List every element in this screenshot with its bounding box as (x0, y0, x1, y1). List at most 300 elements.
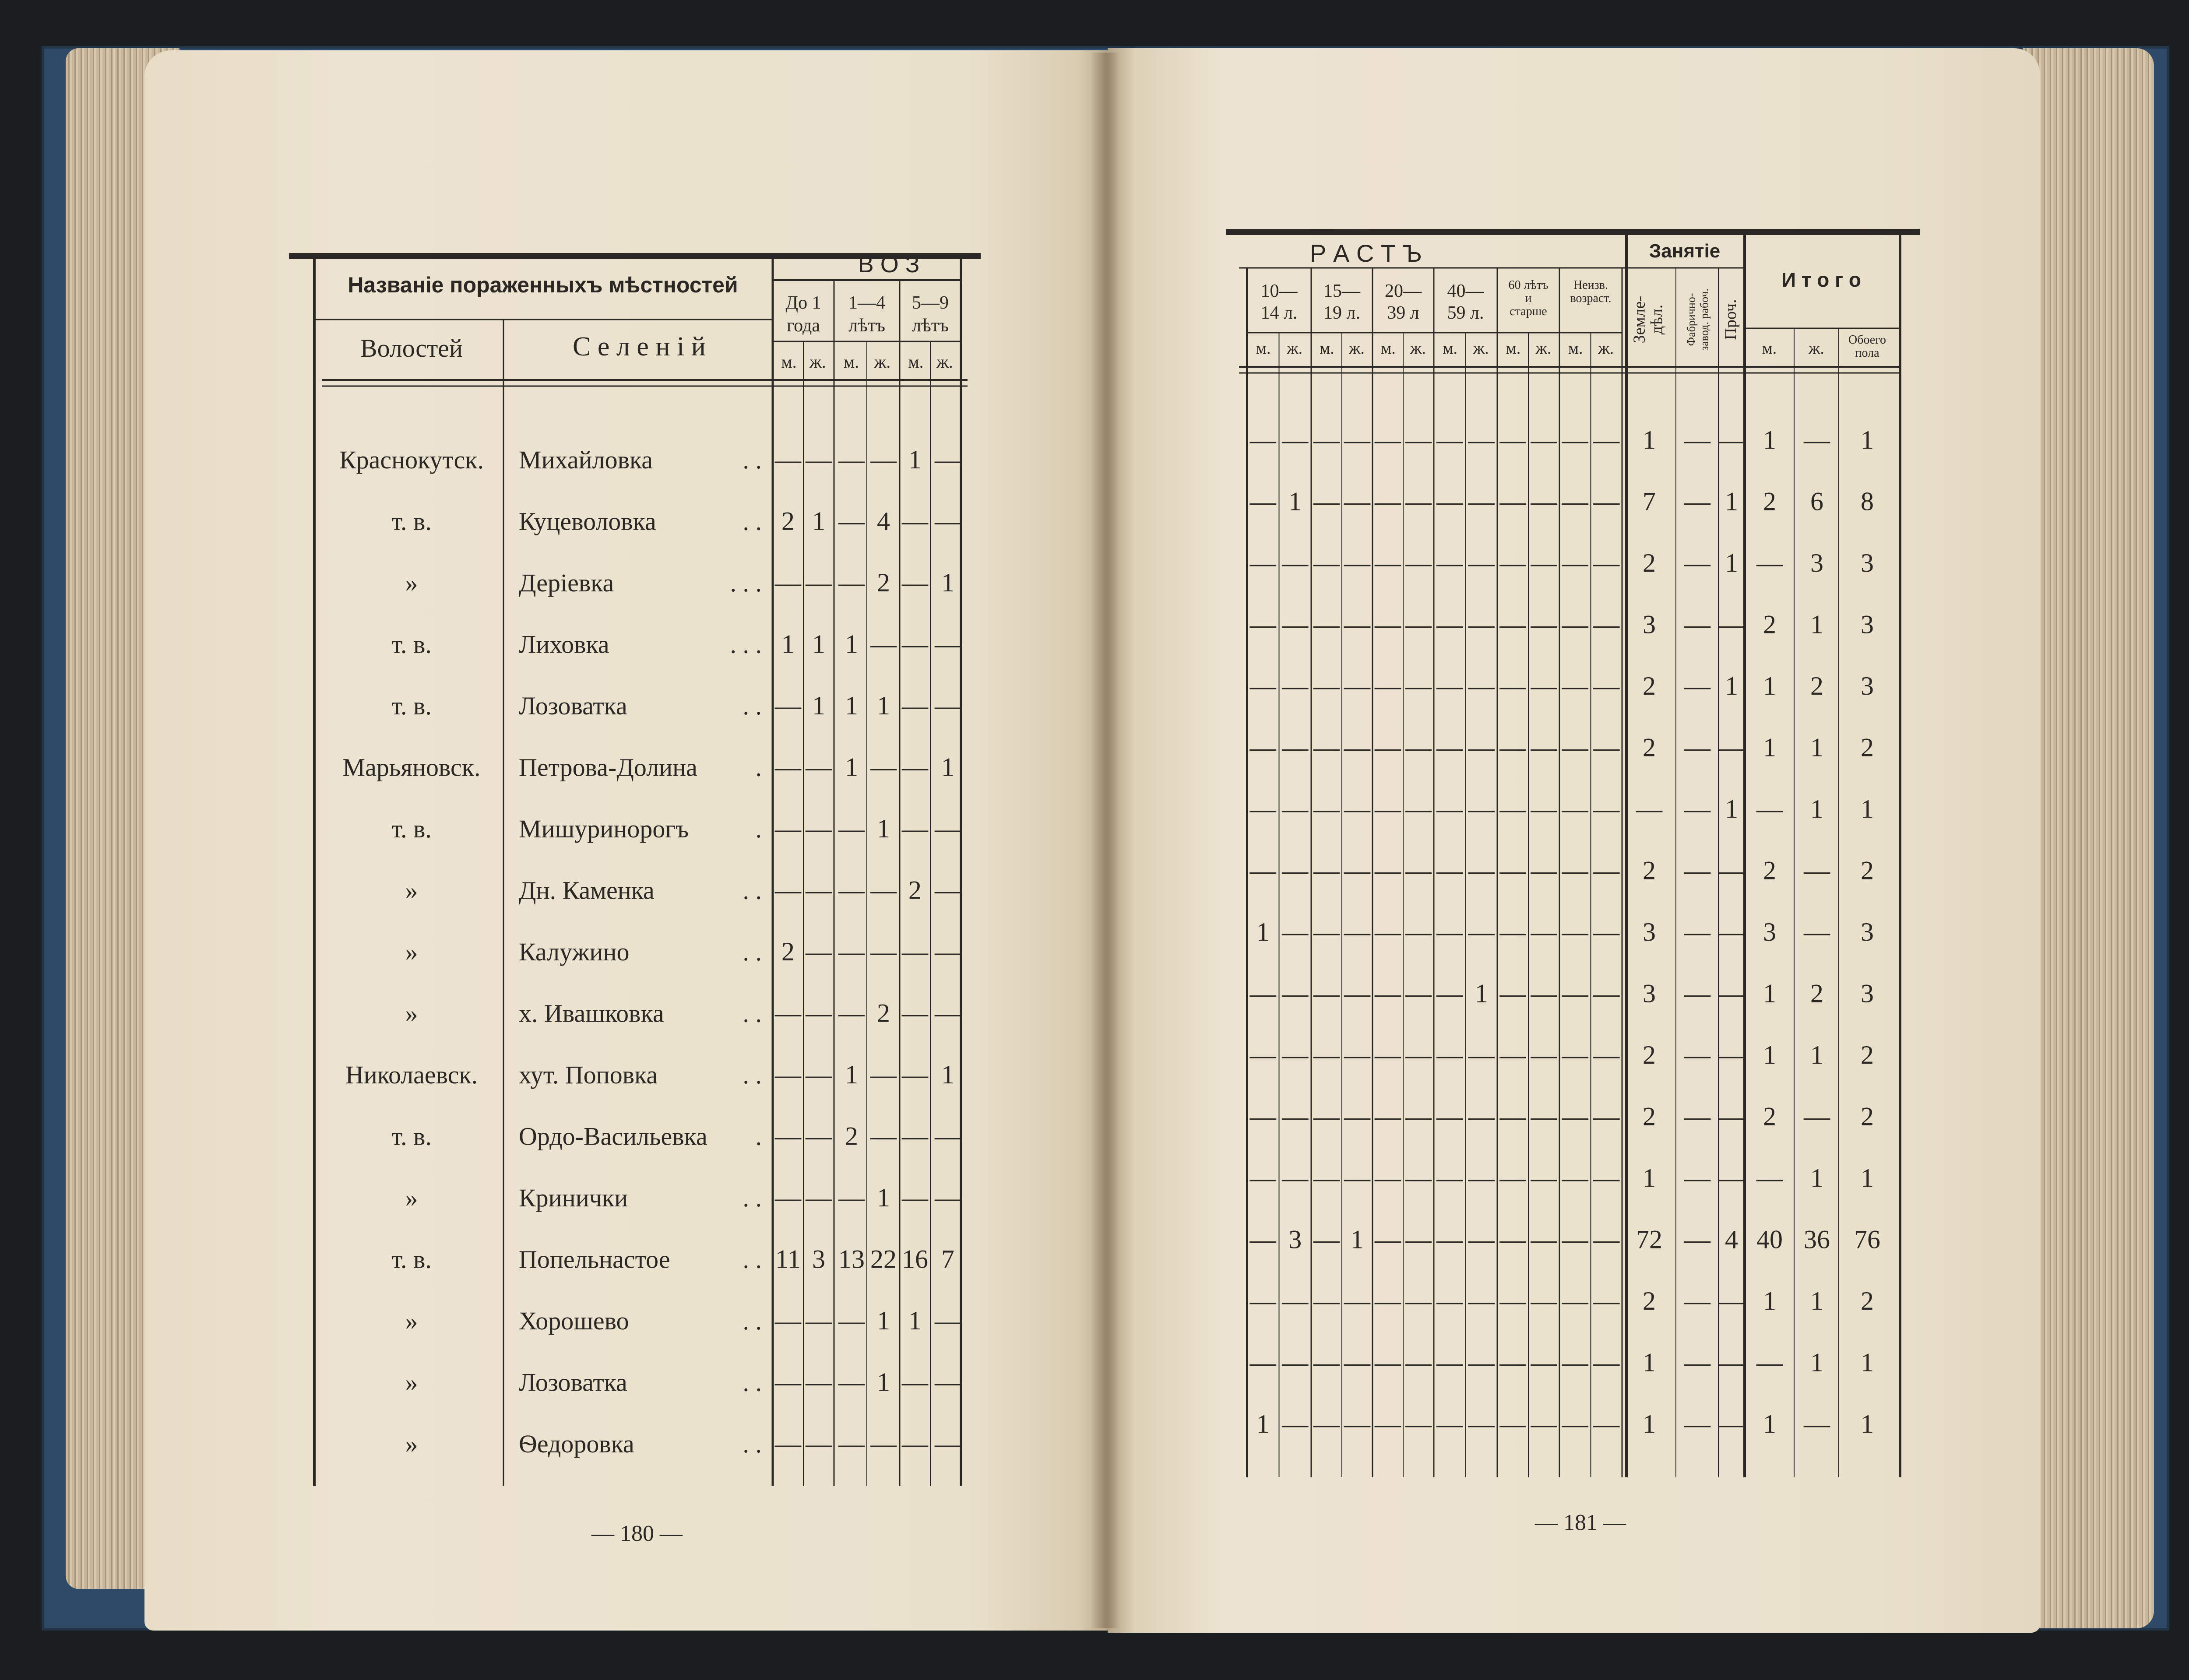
selo-cell: Деріевка (519, 569, 614, 597)
volost-cell: т. в. (391, 692, 432, 720)
age-count-cell: — (902, 1367, 928, 1397)
total-count-cell: 40 (1756, 1225, 1783, 1254)
age-count-cell: — (1249, 610, 1276, 639)
age-count-cell: — (1282, 1286, 1309, 1315)
age-count-cell: — (1593, 1102, 1620, 1131)
occupation-count-cell: 72 (1636, 1225, 1662, 1254)
age-group-label: 5—9 (912, 293, 949, 313)
age-count-cell: — (1282, 794, 1309, 823)
sex-male-label: м. (1443, 339, 1458, 358)
age-count-cell: — (935, 1429, 961, 1458)
age-count-cell: — (1344, 733, 1370, 762)
age-count-cell: — (1313, 733, 1340, 762)
age-count-cell: — (1249, 1163, 1276, 1192)
total-count-cell: 2 (1763, 856, 1776, 885)
age-count-cell: — (1375, 425, 1401, 454)
occupation-label: Земле- (1630, 295, 1649, 344)
age-count-cell: — (1499, 487, 1526, 516)
age-count-cell: — (935, 814, 961, 843)
rule-line (1625, 232, 1628, 1477)
total-count-cell: 2 (1861, 856, 1874, 885)
age-count-cell: — (1531, 794, 1557, 823)
age-count-cell: — (1468, 1225, 1495, 1254)
age-count-cell: — (1313, 856, 1340, 885)
rule-line (1465, 333, 1466, 1477)
age-count-cell: — (1313, 548, 1340, 577)
age-count-cell: — (902, 568, 928, 597)
age-count-cell: — (1405, 1409, 1432, 1438)
age-count-cell: — (1344, 1286, 1370, 1315)
age-count-cell: — (1249, 856, 1276, 885)
age-count-cell: — (1405, 487, 1432, 516)
occupation-count-cell: — (1684, 1286, 1710, 1315)
age-count-cell: — (1593, 487, 1620, 516)
age-count-cell: 13 (838, 1244, 865, 1274)
occupation-count-cell: — (1718, 1286, 1745, 1315)
age-count-cell: — (1436, 487, 1463, 516)
total-count-cell: — (1804, 856, 1830, 885)
age-count-cell: — (1313, 487, 1340, 516)
rule-line (1838, 328, 1839, 1477)
occupation-count-cell: — (1684, 487, 1710, 516)
occupation-count-cell: 3 (1643, 979, 1656, 1008)
age-count-cell: — (1468, 487, 1495, 516)
age-count-cell: — (1405, 856, 1432, 885)
age-count-cell: — (838, 445, 865, 474)
age-count-cell: — (870, 937, 897, 966)
age-count-cell: — (1344, 856, 1370, 885)
age-count-cell: — (775, 445, 801, 474)
sex-male-label: м. (843, 352, 859, 372)
age-count-cell: 1 (877, 1183, 890, 1212)
selo-cell: Лозоватка (519, 1368, 627, 1397)
age-count-cell: — (1375, 548, 1401, 577)
selo-cell: Кринички (519, 1184, 628, 1212)
age-count-cell: 1 (1351, 1225, 1364, 1254)
total-count-cell: — (1756, 1163, 1783, 1192)
age-count-cell: — (1499, 979, 1526, 1008)
age-count-cell: — (1593, 1348, 1620, 1377)
age-group-label: и (1525, 292, 1532, 305)
selo-cell: Лиховка (519, 630, 609, 659)
sex-female-label: ж. (1598, 339, 1614, 358)
total-count-cell: 1 (1861, 425, 1874, 454)
age-group-label: 39 л (1387, 303, 1419, 323)
age-count-cell: — (870, 1429, 897, 1458)
age-count-cell: 2 (781, 937, 795, 966)
age-count-cell: — (1499, 856, 1526, 885)
age-count-cell: — (870, 1060, 897, 1089)
age-group-label: 19 л. (1323, 303, 1360, 323)
age-count-cell: — (902, 1121, 928, 1151)
sex-female-label: ж. (874, 352, 891, 372)
age-count-cell: — (1436, 1102, 1463, 1131)
age-count-cell: — (1249, 794, 1276, 823)
age-count-cell: — (806, 937, 832, 966)
occupation-count-cell: 2 (1643, 671, 1656, 700)
age-count-cell: — (902, 691, 928, 720)
age-count-cell: — (1562, 1163, 1588, 1192)
age-count-cell: — (1282, 548, 1309, 577)
age-count-cell: — (1375, 1040, 1401, 1069)
volost-cell: » (405, 876, 418, 905)
age-group-label: 60 лѣтъ (1508, 278, 1548, 292)
age-count-cell: 1 (845, 629, 858, 659)
age-count-cell: — (1344, 794, 1370, 823)
age-count-cell: — (1282, 917, 1309, 946)
age-count-cell: — (935, 445, 961, 474)
itogo-column-label: пола (1855, 346, 1879, 360)
age-count-cell: 1 (1256, 917, 1270, 946)
itogo-column-label: ж. (1809, 339, 1824, 358)
age-count-cell: 1 (812, 506, 825, 536)
rule-line (503, 320, 504, 1486)
occupation-count-cell: — (1684, 548, 1710, 577)
age-count-cell: — (902, 506, 928, 536)
age-count-cell: — (838, 814, 865, 843)
age-count-cell: — (1375, 917, 1401, 946)
age-count-cell: — (806, 752, 832, 782)
leader-dots: . (755, 1122, 762, 1151)
age-count-cell: — (1375, 487, 1401, 516)
age-group-label: года (787, 316, 820, 336)
age-count-cell: — (1405, 733, 1432, 762)
total-count-cell: 1 (1810, 610, 1823, 639)
age-count-cell: — (870, 629, 897, 659)
age-count-cell: — (1313, 1348, 1340, 1377)
age-count-cell: — (1468, 548, 1495, 577)
occupation-count-cell: 3 (1643, 917, 1656, 946)
volost-cell: т. в. (391, 815, 432, 843)
total-count-cell: — (1756, 794, 1783, 823)
age-count-cell: — (870, 1121, 897, 1151)
age-count-cell: — (1531, 856, 1557, 885)
leader-dots: . . . (730, 569, 762, 597)
age-count-cell: — (1313, 425, 1340, 454)
age-count-cell: 1 (941, 752, 954, 782)
age-count-cell: — (1562, 1102, 1588, 1131)
age-count-cell: — (1562, 671, 1588, 700)
age-count-cell: — (1249, 425, 1276, 454)
age-count-cell: — (1405, 548, 1432, 577)
age-count-cell: — (1531, 733, 1557, 762)
total-count-cell: 2 (1810, 979, 1823, 1008)
age-count-cell: — (1313, 1286, 1340, 1315)
occupation-count-cell: — (1636, 794, 1662, 823)
age-count-cell: — (1531, 1225, 1557, 1254)
age-count-cell: — (1531, 1102, 1557, 1131)
age-count-cell: — (1593, 425, 1620, 454)
rule-line (803, 341, 804, 1486)
age-count-cell: — (1593, 733, 1620, 762)
sex-female-label: ж. (1349, 339, 1365, 358)
rule-line (1626, 267, 1745, 269)
age-count-cell: — (1562, 1286, 1588, 1315)
age-count-cell: — (1436, 610, 1463, 639)
leader-dots: . (755, 753, 762, 782)
age-count-cell: — (1249, 1286, 1276, 1315)
age-count-cell: — (806, 568, 832, 597)
age-count-cell: — (1313, 610, 1340, 639)
occupation-count-cell: 2 (1643, 733, 1656, 762)
age-count-cell: — (1405, 794, 1432, 823)
vozrast-heading-part: Р А С Т Ъ (1310, 239, 1422, 267)
age-count-cell: — (935, 629, 961, 659)
age-count-cell: — (1531, 425, 1557, 454)
age-count-cell: — (1405, 671, 1432, 700)
age-count-cell: — (1562, 856, 1588, 885)
selo-cell: Дн. Каменка (519, 876, 655, 905)
age-count-cell: 1 (877, 1367, 890, 1397)
occupation-count-cell: — (1684, 671, 1710, 700)
age-count-cell: — (1499, 794, 1526, 823)
leader-dots: . . (743, 1430, 762, 1458)
occupation-count-cell: 1 (1725, 548, 1738, 577)
age-count-cell: — (1436, 425, 1463, 454)
age-count-cell: — (1344, 917, 1370, 946)
age-count-cell: — (935, 1183, 961, 1212)
total-count-cell: 3 (1861, 917, 1874, 946)
total-count-cell: 1 (1763, 979, 1776, 1008)
vozrast-heading-part: В О З (858, 251, 920, 278)
occupation-count-cell: — (1718, 733, 1745, 762)
selo-cell: Попельнастое (519, 1245, 670, 1274)
total-count-cell: 2 (1763, 487, 1776, 516)
sex-male-label: м. (1256, 339, 1271, 358)
age-count-cell: — (806, 1183, 832, 1212)
leader-dots: . . . (730, 630, 762, 659)
age-count-cell: — (1313, 1163, 1340, 1192)
sex-female-label: ж. (1535, 339, 1552, 358)
age-count-cell: — (775, 752, 801, 782)
volost-cell: т. в. (391, 1245, 432, 1274)
age-count-cell: — (1405, 1163, 1432, 1192)
age-count-cell: — (1499, 733, 1526, 762)
age-group-label: 40— (1447, 281, 1484, 301)
age-group-label: 10— (1260, 281, 1298, 301)
volost-cell: т. в. (391, 507, 432, 536)
occupation-count-cell: — (1684, 1040, 1710, 1069)
total-count-cell: 1 (1861, 1163, 1874, 1192)
occupation-count-cell: 1 (1643, 1348, 1656, 1377)
age-count-cell: — (1436, 1225, 1463, 1254)
volost-cell: » (405, 938, 418, 966)
rule-line (1311, 268, 1312, 1477)
rule-line (1528, 333, 1529, 1477)
age-count-cell: — (1282, 733, 1309, 762)
total-count-cell: 2 (1861, 1040, 1874, 1069)
age-count-cell: — (902, 1429, 928, 1458)
total-count-cell: 2 (1861, 1286, 1874, 1315)
leader-dots: . . (743, 1307, 762, 1335)
age-count-cell: 4 (877, 506, 890, 536)
selo-cell: Ордо-Васильевка (519, 1122, 707, 1151)
occupation-count-cell: — (1718, 979, 1745, 1008)
age-group-label: Неизв. (1573, 278, 1608, 292)
age-count-cell: — (1405, 1225, 1432, 1254)
age-count-cell: — (1593, 917, 1620, 946)
occupation-label: дѣл. (1647, 304, 1666, 335)
leader-dots: . . (743, 938, 762, 966)
total-count-cell: 3 (1810, 548, 1823, 577)
total-count-cell: — (1804, 1102, 1830, 1131)
age-count-cell: — (1593, 1409, 1620, 1438)
age-count-cell: — (1499, 1409, 1526, 1438)
age-count-cell: — (806, 1060, 832, 1089)
age-count-cell: 1 (812, 691, 825, 720)
age-count-cell: — (1436, 1409, 1463, 1438)
age-count-cell: 1 (877, 1306, 890, 1335)
age-count-cell: — (1375, 733, 1401, 762)
age-count-cell: — (1375, 1102, 1401, 1131)
occupation-count-cell: 1 (1643, 425, 1656, 454)
occupation-count-cell: 1 (1643, 1409, 1656, 1438)
age-count-cell: — (1436, 1163, 1463, 1192)
total-count-cell: 1 (1810, 733, 1823, 762)
total-count-cell: — (1804, 425, 1830, 454)
occupation-count-cell: — (1718, 917, 1745, 946)
page-number: — 181 — (1535, 1510, 1626, 1535)
selo-cell: хут. Поповка (519, 1061, 658, 1089)
age-count-cell: 16 (902, 1244, 928, 1274)
age-count-cell: — (775, 1429, 801, 1458)
rule-line (834, 280, 835, 1486)
age-count-cell: 3 (1288, 1225, 1302, 1254)
age-count-cell: — (806, 1121, 832, 1151)
age-count-cell: — (1344, 1348, 1370, 1377)
age-count-cell: — (1249, 979, 1276, 1008)
total-count-cell: 1 (1861, 1348, 1874, 1377)
age-count-cell: — (1562, 548, 1588, 577)
age-count-cell: — (870, 752, 897, 782)
column-volost: Волостей (360, 334, 463, 362)
age-count-cell: — (1249, 1225, 1276, 1254)
age-count-cell: — (1593, 610, 1620, 639)
age-count-cell: — (775, 1060, 801, 1089)
rule-line (1226, 229, 1920, 235)
age-count-cell: 1 (941, 568, 954, 597)
total-count-cell: 36 (1804, 1225, 1830, 1254)
rule-line (960, 256, 962, 1486)
age-count-cell: — (1344, 610, 1370, 639)
leader-dots: . (755, 815, 762, 843)
leader-dots: . . (743, 1245, 762, 1274)
total-count-cell: 6 (1810, 487, 1823, 516)
age-count-cell: — (1562, 1348, 1588, 1377)
occupation-count-cell: 1 (1725, 794, 1738, 823)
age-count-cell: — (1468, 1040, 1495, 1069)
age-count-cell: — (806, 1306, 832, 1335)
age-count-cell: — (1562, 425, 1588, 454)
occupation-count-cell: 1 (1725, 671, 1738, 700)
age-count-cell: — (935, 1367, 961, 1397)
age-count-cell: — (902, 814, 928, 843)
age-count-cell: — (1405, 1348, 1432, 1377)
age-count-cell: — (1375, 1348, 1401, 1377)
age-count-cell: 1 (941, 1060, 954, 1089)
volost-cell: » (405, 1184, 418, 1212)
age-count-cell: — (775, 814, 801, 843)
age-count-cell: — (838, 1306, 865, 1335)
column-selo: С е л е н і й (573, 332, 706, 362)
age-count-cell: 1 (908, 445, 922, 474)
occupation-count-cell: — (1684, 425, 1710, 454)
volost-cell: Николаевск. (345, 1061, 478, 1089)
age-count-cell: — (1593, 1225, 1620, 1254)
age-count-cell: 2 (781, 506, 795, 536)
total-count-cell: 3 (1861, 610, 1874, 639)
age-count-cell: — (1344, 1102, 1370, 1131)
occupation-count-cell: 2 (1643, 1102, 1656, 1131)
total-count-cell: — (1804, 1409, 1830, 1438)
age-count-cell: — (1499, 1163, 1526, 1192)
age-count-cell: — (1282, 1102, 1309, 1131)
age-count-cell: — (935, 1306, 961, 1335)
sex-male-label: м. (908, 352, 924, 372)
age-count-cell: — (806, 998, 832, 1028)
age-count-cell: — (935, 998, 961, 1028)
occupation-count-cell: — (1684, 1102, 1710, 1131)
total-count-cell: — (1756, 548, 1783, 577)
age-count-cell: — (935, 937, 961, 966)
sex-male-label: м. (1506, 339, 1521, 358)
total-count-cell: 2 (1810, 671, 1823, 700)
age-count-cell: 1 (1288, 487, 1302, 516)
rule-line (1899, 232, 1901, 1477)
itogo-column-label: м. (1762, 339, 1777, 358)
age-count-cell: — (1531, 1348, 1557, 1377)
volost-cell: » (405, 1430, 418, 1458)
rule-line (1433, 268, 1435, 1477)
age-count-cell: 2 (877, 568, 890, 597)
rule-line (1794, 328, 1795, 1477)
age-count-cell: — (1405, 1102, 1432, 1131)
age-count-cell: — (1468, 1348, 1495, 1377)
age-count-cell: — (902, 629, 928, 659)
age-count-cell: — (1344, 979, 1370, 1008)
age-count-cell: 1 (877, 814, 890, 843)
leader-dots: . . (743, 876, 762, 905)
age-group-label: возраст. (1570, 292, 1612, 305)
age-count-cell: — (1531, 1163, 1557, 1192)
rule-line (322, 386, 968, 387)
left-table (289, 251, 981, 1546)
age-count-cell: — (1375, 1225, 1401, 1254)
age-count-cell: — (806, 1429, 832, 1458)
age-count-cell: 7 (941, 1244, 954, 1274)
age-count-cell: — (1531, 610, 1557, 639)
itogo-heading: И т о г о (1781, 268, 1862, 291)
age-count-cell: — (1593, 979, 1620, 1008)
occupation-count-cell: — (1684, 1348, 1710, 1377)
age-group-label: лѣтъ (912, 316, 949, 336)
total-count-cell: 1 (1810, 794, 1823, 823)
age-count-cell: — (1282, 1040, 1309, 1069)
age-count-cell: — (1375, 1286, 1401, 1315)
age-count-cell: — (1499, 548, 1526, 577)
occupation-label: Фабрично- (1685, 293, 1698, 346)
right-table (1226, 229, 1920, 1535)
age-group-label: До 1 (785, 293, 821, 313)
age-count-cell: — (775, 875, 801, 905)
age-count-cell: — (1282, 671, 1309, 700)
total-count-cell: 1 (1763, 733, 1776, 762)
age-count-cell: — (935, 875, 961, 905)
age-count-cell: — (1468, 856, 1495, 885)
age-count-cell: — (1593, 548, 1620, 577)
age-count-cell: 3 (812, 1244, 825, 1274)
volost-cell: » (405, 1368, 418, 1397)
